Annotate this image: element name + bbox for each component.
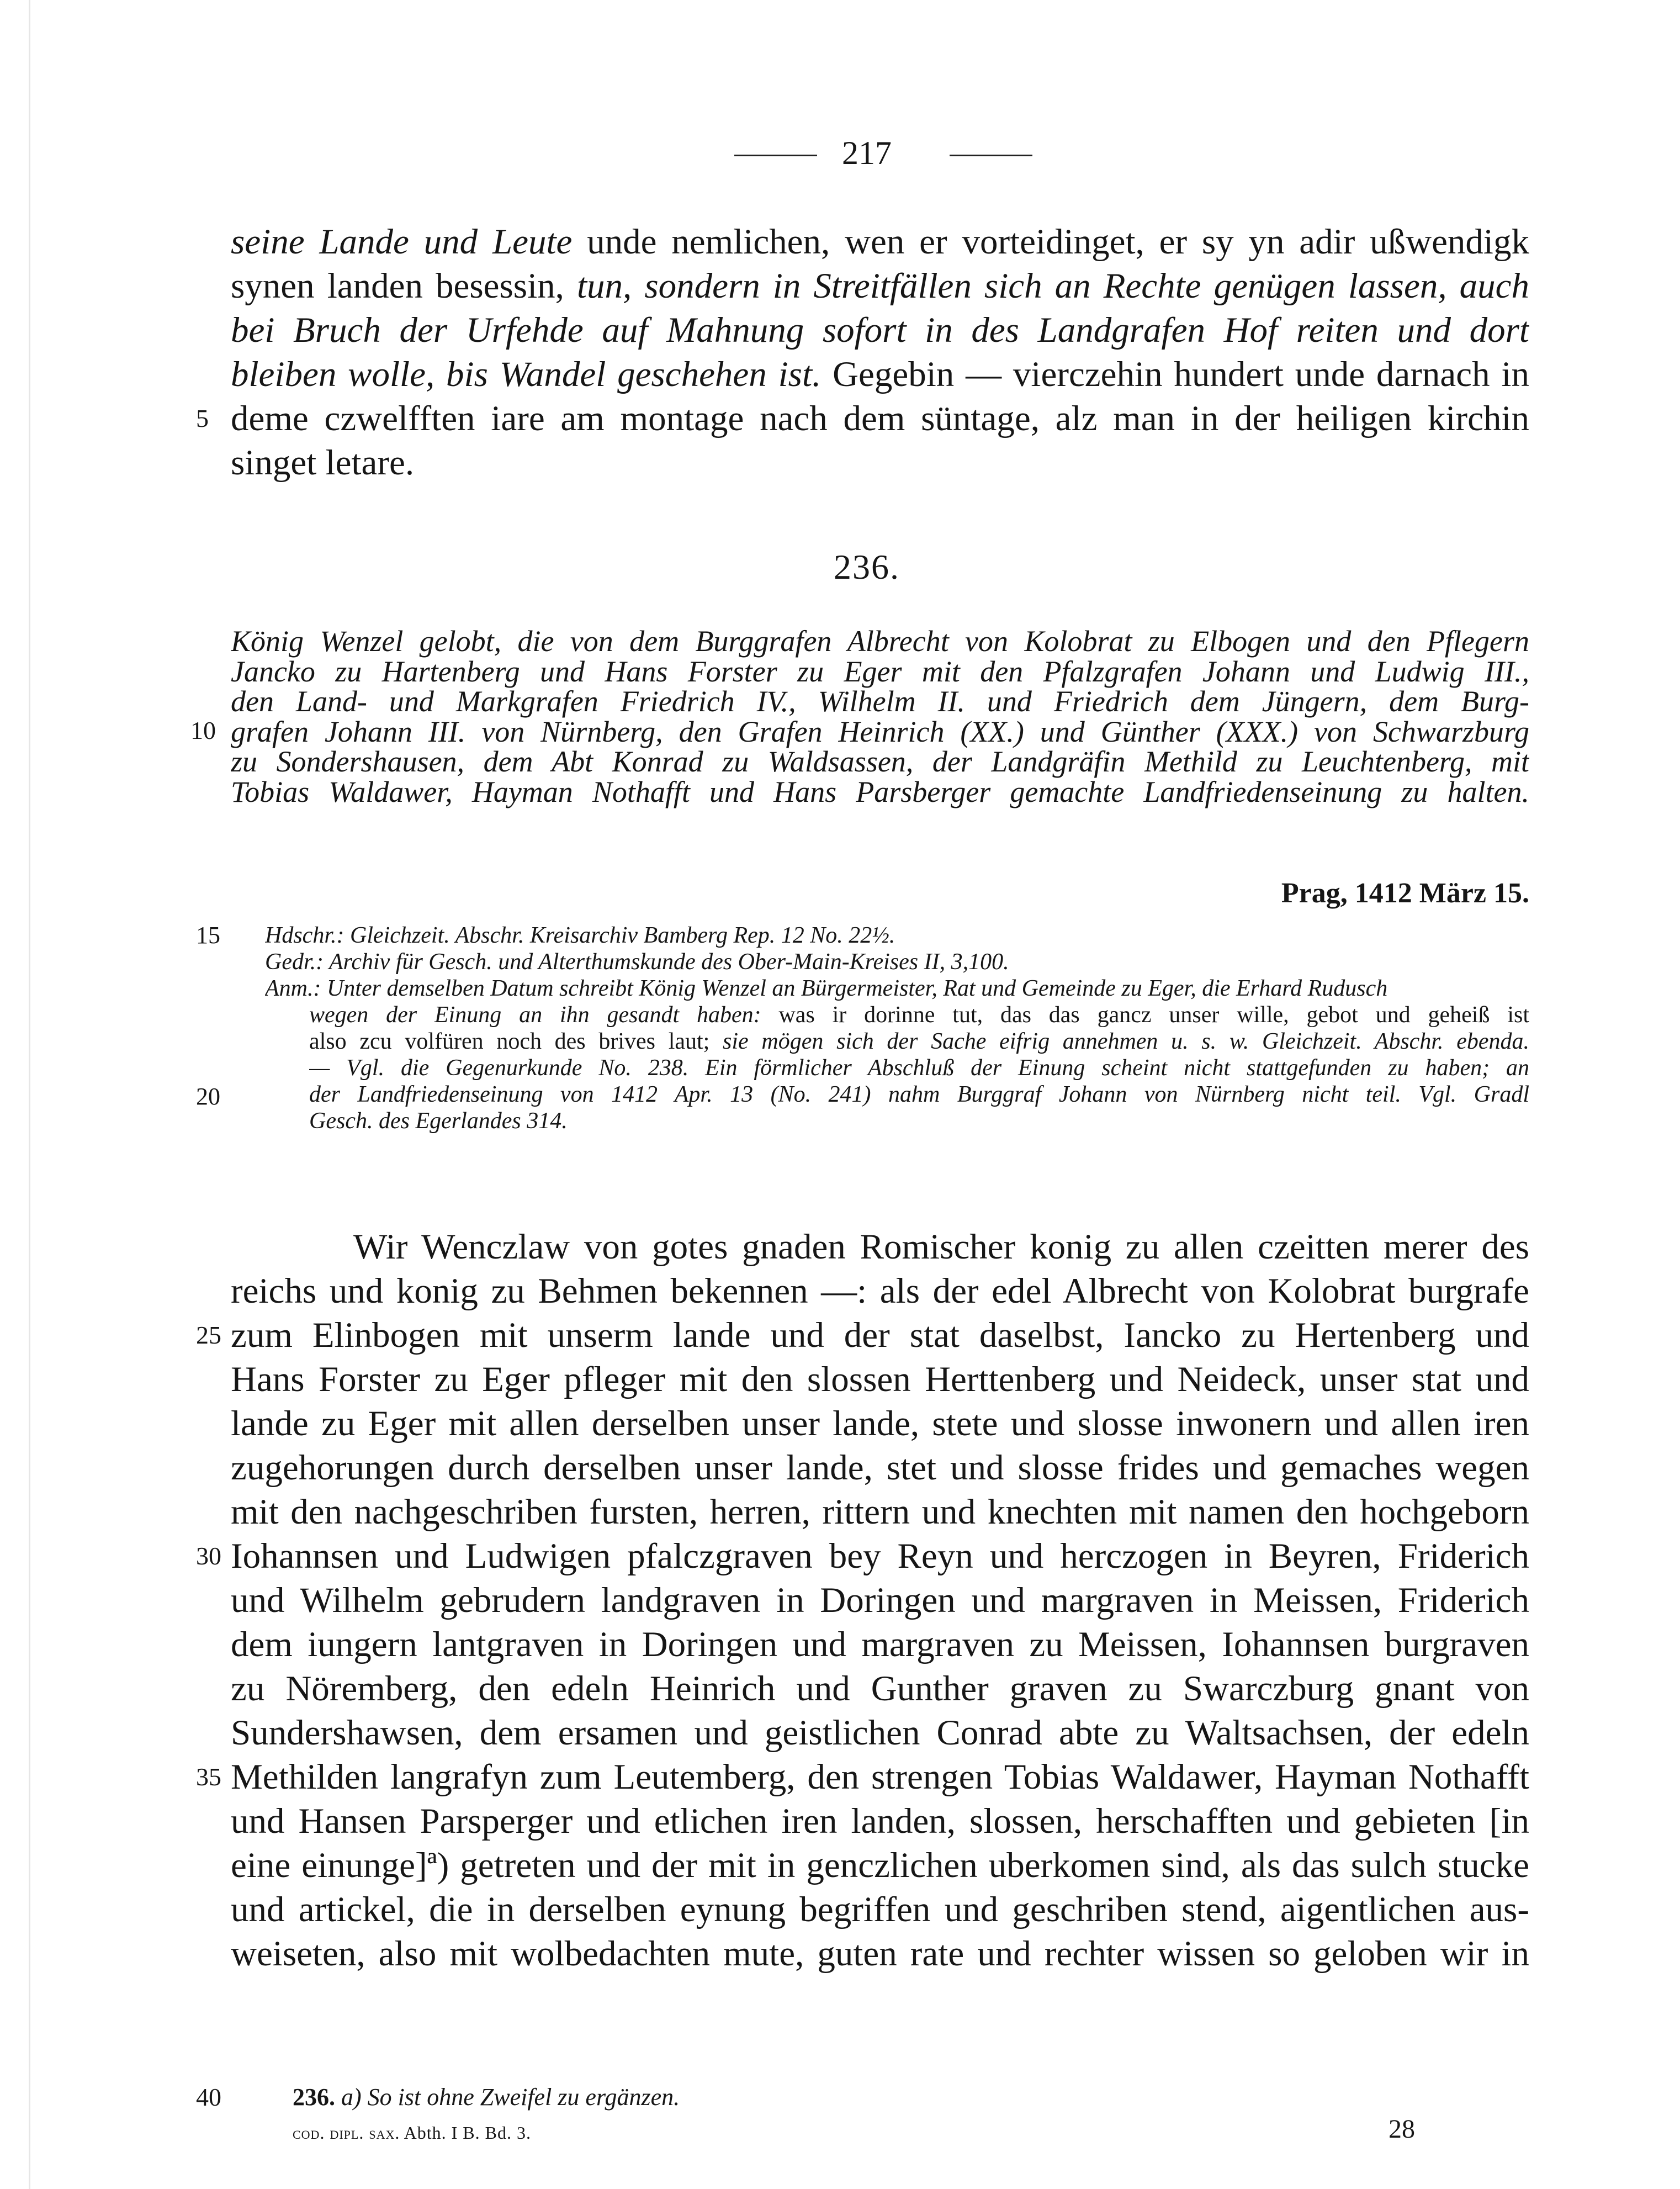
line-number: 5	[196, 404, 209, 432]
line-number: 20	[196, 1083, 220, 1110]
italic-segment: wegen der Einung an ihn gesandt haben:	[309, 1002, 761, 1028]
text-line: zu Nöremberg, den edeln Heinrich und Gunther graven zu Swarczburg gnant von	[231, 1669, 1529, 1709]
text-segment: also zcu volfüren noch des brives laut;	[309, 1029, 723, 1054]
italic-segment: bei Bruch der Urfehde auf Mahnung sofort in des Landgrafen Hof reiten und dort	[231, 310, 1529, 350]
text-segment: singet letare.	[231, 443, 415, 483]
line-number: 35	[196, 1763, 221, 1791]
footnote	[293, 2082, 680, 2113]
apparatus-line	[309, 1080, 1529, 1109]
text-line: und Wilhelm gebrudern landgraven in Doringen und margraven in Meissen, Friderich	[231, 1580, 1529, 1620]
text-line: weiseten, also mit wolbedachten mute, guten rate und rechter wissen so geloben wir in	[231, 1934, 1529, 1974]
italic-segment: Anm.: Unter demselben Datum schreibt König Wenzel an Bürgermeister, Rat und Gemeinde zu Eger, die Erhard Rudusch	[265, 976, 1388, 1001]
apparatus-line	[265, 921, 895, 950]
text-segment: deme czwelfften iare am montage nach dem süntage, alz man in der heiligen kirchin	[231, 399, 1529, 438]
regest-line: den Land- und Markgrafen Friedrich IV., Wilhelm II. und Friedrich dem Jüngern, dem Burg-	[231, 685, 1529, 718]
text-line: dem iungern lantgraven in Doringen und margraven zu Meissen, Iohannsen burgraven	[231, 1625, 1529, 1664]
page-number: 217	[842, 135, 892, 171]
text-segment: Gegebin — vierczehin hundert unde darnach in	[821, 355, 1529, 394]
text-line: Wir Wenczlaw von gotes gnaden Romischer konig zu allen czeitten merer des	[353, 1227, 1529, 1267]
text-line: zugehorungen durch derselben unser lande, stet und slosse frides und gemaches wegen	[231, 1448, 1529, 1488]
italic-segment: der Landfriedenseinung von 1412 Apr. 13 (No. 241) nahm Burggraf Johann von Nürnberg nicht teil. Vgl. Gradl	[309, 1082, 1529, 1107]
text-line: Hans Forster zu Eger pfleger mit den slossen Herttenberg und Neideck, unser stat und	[231, 1360, 1529, 1399]
text-line: eine einunge]ª) getreten und der mit in genczlichen uberkomen sind, als das sulch stucke	[231, 1846, 1529, 1885]
footnote-label: 236.	[293, 2084, 335, 2111]
regest-line: zu Sondershausen, dem Abt Konrad zu Waldsassen, der Landgräfin Methild zu Leuchtenberg, mit	[231, 745, 1529, 778]
line-number: 40	[196, 2083, 221, 2111]
text-line	[231, 441, 1529, 485]
italic-segment: sie mögen sich der Sache eifrig annehmen u. s. w. Gleichzeit. Abschr. ebenda.	[723, 1029, 1529, 1054]
text-line: Iohannsen und Ludwigen pfalczgraven bey Reyn und herczogen in Beyren, Friderich	[231, 1536, 1529, 1576]
line-number: 25	[196, 1321, 221, 1349]
italic-segment: tun, sondern in Streitfällen sich an Rechte genügen lassen, auch	[576, 266, 1529, 306]
line-number: 15	[196, 922, 220, 949]
footnote-text: a) So ist ohne Zweifel zu ergänzen.	[341, 2084, 680, 2111]
regest-line: König Wenzel gelobt, die von dem Burggrafen Albrecht von Kolobrat zu Elbogen und den Pflegern	[231, 625, 1529, 658]
apparatus-line	[265, 948, 1009, 976]
line-number: 10	[190, 716, 216, 744]
text-segment: synen landen besessin,	[231, 266, 577, 306]
apparatus-line	[309, 1107, 568, 1135]
signature-rest: Abth. I B. Bd. 3.	[400, 2123, 531, 2143]
text-line: und Hansen Parsperger und etlichen iren landen, slossen, herschafften und gebieten [in	[231, 1801, 1529, 1841]
apparatus-line	[309, 1054, 1529, 1082]
italic-segment: Hdschr.: Gleichzeit. Abschr. Kreisarchiv Bamberg Rep. 12 No. 22½.	[265, 923, 895, 948]
text-line	[231, 220, 1529, 264]
text-line: zum Elinbogen mit unserm lande und der stat daselbst, Iancko zu Hertenberg und	[231, 1315, 1529, 1355]
text-line: und artickel, die in derselben eynung begriffen und geschriben stend, aigentlichen aus-	[231, 1890, 1529, 1929]
text-line: Sundershawsen, dem ersamen und geistlichen Conrad abte zu Waltsachsen, der edeln	[231, 1713, 1529, 1753]
text-line: mit den nachgeschriben fursten, herren, rittern und knechten mit namen den hochgeborn	[231, 1492, 1529, 1532]
scan-edge	[29, 0, 30, 2189]
italic-segment: — Vgl. die Gegenurkunde No. 238. Ein förmlicher Abschluß der Einung scheint nicht stattgefunden zu haben; an	[309, 1055, 1529, 1081]
text-line	[231, 352, 1529, 396]
regest-line: Tobias Waldawer, Hayman Nothafft und Hans Parsberger gemachte Landfriedenseinung zu halten.	[231, 775, 1529, 808]
italic-segment: seine Lande und Leute	[231, 222, 573, 262]
text-line: lande zu Eger mit allen derselben unser lande, stete und slosse inwonern und allen iren	[231, 1404, 1529, 1444]
apparatus-line	[309, 1027, 1529, 1056]
text-segment: was ir dorinne tut, das das gancz unser wille, gebot und geheiß ist	[761, 1002, 1529, 1028]
text-line: reichs und konig zu Behmen bekennen —: als der edel Albrecht von Kolobrat burgrafe	[231, 1271, 1529, 1311]
printer-signature	[293, 2121, 531, 2145]
document-number: 236.	[834, 547, 900, 586]
apparatus-line	[265, 974, 1387, 1003]
apparatus-line	[309, 1001, 1529, 1029]
text-line	[231, 396, 1529, 441]
text-segment: unde nemlichen, wen er vorteidinget, er sy yn adir ußwendigk	[572, 222, 1529, 262]
header-rule-right	[950, 155, 1032, 156]
sheet-number: 28	[1388, 2114, 1415, 2144]
text-line	[231, 308, 1529, 352]
italic-segment: bleiben wolle, bis Wandel geschehen ist.	[231, 355, 822, 394]
line-number: 30	[196, 1542, 221, 1570]
regest-line: grafen Johann III. von Nürnberg, den Grafen Heinrich (XX.) und Günther (XXX.) von Schwarzburg	[231, 715, 1529, 748]
header-rule-left	[734, 155, 817, 156]
signature-prefix: cod. dipl. sax.	[293, 2123, 400, 2143]
text-line	[231, 264, 1529, 308]
italic-segment: Gedr.: Archiv für Gesch. und Alterthumskunde des Ober-Main-Kreises II, 3,100.	[265, 949, 1009, 975]
dateline: Prag, 1412 März 15.	[1281, 877, 1529, 909]
regest-line: Jancko zu Hartenberg und Hans Forster zu Eger mit den Pfalzgrafen Johann und Ludwig III.,	[231, 654, 1529, 688]
italic-segment: Gesch. des Egerlandes 314.	[309, 1108, 568, 1134]
text-line: Methilden langrafyn zum Leutemberg, den strengen Tobias Waldawer, Hayman Nothafft	[231, 1757, 1529, 1797]
